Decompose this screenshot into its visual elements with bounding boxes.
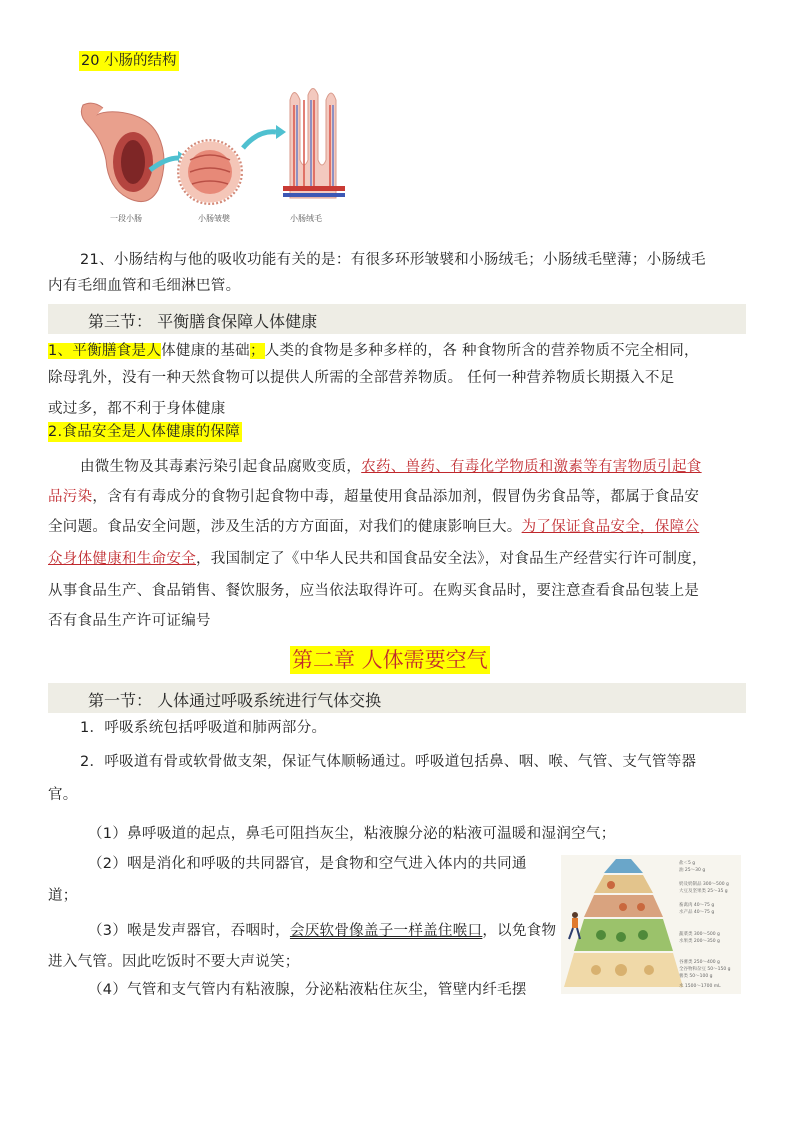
food-safety-text: 由微生物及其毒素污染引起食品腐败变质，: [80, 459, 362, 475]
food-safety-text: 全问题。食品安全问题，涉及生活的方方面面，对我们的健康影响巨大。: [48, 519, 522, 535]
point-1-line3: 或过多，都不利于身体健康: [48, 401, 226, 417]
resp-point-2-line2: 官。: [48, 787, 78, 803]
food-safety-line2: [48, 487, 699, 507]
pyramid-label: 水果类 200～350 g: [679, 939, 720, 944]
pyramid-label: 大豆及坚果类 25～35 g: [679, 889, 728, 894]
resp-item-3-line2: 进入气管。因此吃饭时不要大声说笑；: [48, 954, 300, 970]
resp-item-2-line1: （2）咽是消化和呼吸的共同器官，是食物和空气进入体内的共同通: [88, 856, 527, 872]
pyramid-label: 奶及奶制品 300～500 g: [679, 882, 729, 887]
intestine-fold-image: [178, 140, 242, 204]
figure-label-fold: 小肠皱襞: [198, 214, 230, 223]
figure-label-segment: 一段小肠: [110, 214, 142, 223]
food-pyramid-figure: [561, 855, 741, 994]
point-1-line1: [48, 341, 699, 361]
intestine-villi-image: [283, 89, 345, 199]
point-1-highlight: 1、平衡膳食是人: [48, 343, 162, 359]
pyramid-label: 盐＜5 g: [679, 861, 696, 866]
arrow-icon: [243, 132, 276, 148]
pyramid-label: 油 25～30 g: [679, 868, 706, 873]
pyramid-label: 谷薯类 250～400 g: [679, 960, 720, 965]
section-3-heading: [48, 304, 746, 334]
section-3-title: 第三节： 平衡膳食保障人体健康: [88, 312, 318, 331]
chapter-2-heading: 第二章 人体需要空气: [292, 648, 488, 672]
food-safety-text: ，我国制定了《中华人民共和国食品安全法》，对食品生产经营实行许可制度，: [196, 551, 707, 567]
food-safety-line3: [48, 517, 699, 537]
paragraph-21-line1: 21、小肠结构与他的吸收功能有关的是：有很多环形皱襞和小肠绒毛；小肠绒毛壁薄；小肠绒毛: [80, 252, 706, 268]
section-1-title: 第一节： 人体通过呼吸系统进行气体交换: [88, 691, 382, 710]
food-safety-line4: [48, 549, 707, 569]
food-safety-line5: 从事食品生产、食品销售、餐饮服务，应当依法取得许可。在购买食品时，要注意查看食品包装上是: [48, 583, 700, 599]
resp-item-3-underlined: 会厌软骨像盖子一样盖住喉口: [289, 923, 483, 939]
pyramid-label: 畜禽肉 40～75 g: [679, 903, 715, 908]
resp-item-3-line1: [88, 921, 556, 941]
resp-item-4-line1: （4）气管和支气管内有粘液腺，分泌粘液粘住灰尘，管壁内纤毛摆: [88, 982, 527, 998]
point-1-text: 体健康的基础: [161, 343, 250, 359]
figure-label-villi: 小肠绒毛: [290, 214, 322, 223]
food-safety-red-text: 品污染: [48, 489, 93, 505]
pyramid-label: 薯类 50～100 g: [679, 974, 713, 979]
pyramid-label: 水 1500～1700 mL: [679, 984, 721, 989]
food-safety-red-text: 众身体健康和生命安全: [48, 551, 196, 567]
pyramid-label: 全谷物和杂豆 50～150 g: [679, 967, 731, 972]
food-safety-text: ，含有有毒成分的食物引起食物中毒，超量使用食品添加剂，假冒伪劣食品等，都属于食品安: [92, 489, 700, 505]
food-safety-line1: [80, 457, 702, 477]
resp-item-3-text: （3）喉是发声器官，吞咽时，: [88, 923, 290, 939]
resp-item-1: （1）鼻呼吸道的起点，鼻毛可阻挡灰尘，粘液腺分泌的粘液可温暖和湿润空气；: [88, 826, 616, 842]
small-intestine-figure: [78, 80, 358, 230]
resp-point-1: 1．呼吸系统包括呼吸道和肺两部分。: [80, 720, 327, 736]
resp-point-2-line1: 2．呼吸道有骨或软骨做支架，保证气体顺畅通过。呼吸道包括鼻、咽、喉、气管、支气管等器: [80, 754, 697, 770]
point-1-line2: 除母乳外，没有一种天然食物可以提供人所需的全部营养物质。 任何一种营养物质长期摄入不足: [48, 370, 675, 386]
point-1-rest: 人类的食物是多种多样的，各 种食物所含的营养物质不完全相同，: [264, 343, 699, 359]
resp-item-2-line2: 道；: [48, 888, 78, 904]
resp-item-3-text: ，以免食物: [482, 923, 557, 939]
point-1-highlight-mark: ；: [249, 343, 265, 359]
food-safety-red-text: 农药、兽药、有毒化学物质和激素等有害物质引起食: [361, 459, 702, 475]
intestine-segment-image: [81, 103, 164, 201]
paragraph-21-line2: 内有毛细血管和毛细淋巴管。: [48, 278, 241, 294]
pyramid-label: 蔬菜类 300～500 g: [679, 932, 720, 937]
food-safety-line6: 否有食品生产许可证编号: [48, 613, 211, 629]
pyramid-label: 水产品 40～75 g: [679, 910, 715, 915]
section-1-heading: [48, 683, 746, 713]
point-2-title: 2.食品安全是人体健康的保障: [48, 424, 241, 440]
food-safety-red-text: 为了保证食品安全，保障公: [521, 519, 700, 535]
section-20-title: 20 小肠的结构: [81, 53, 177, 69]
